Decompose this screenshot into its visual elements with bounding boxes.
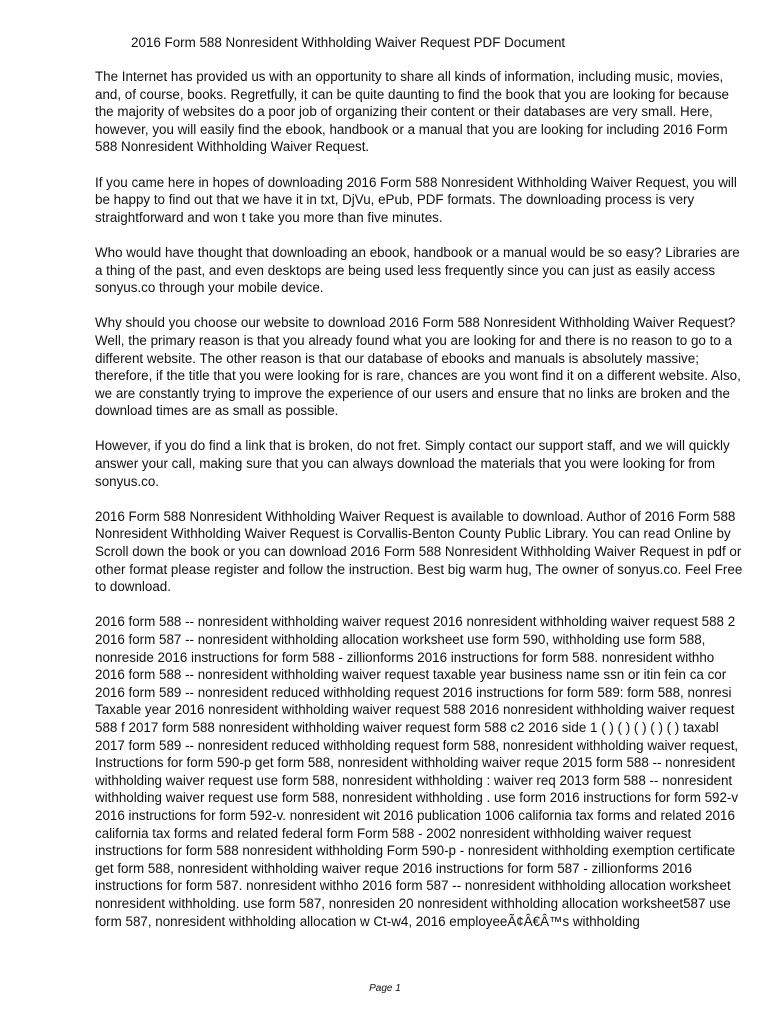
- document-body: [95, 68, 745, 930]
- paragraph-keyword-list: 2016 form 588 -- nonresident withholding waiver request 2016 nonresident withholding waiver request 588 2 2016 form 587 -- nonresident withholding allocation worksheet use form 590, withholding use form 588, nonreside 2016 instructions for form 588 - zillionforms 2016 instructions for form 588. nonresident withho 2016 form 588 -- nonresident withholding waiver request taxable year business name ssn or itin fein ca cor 2016 form 589 -- nonresident reduced withholding request 2016 instructions for form 589: form 588, nonresi Taxable year 2016 nonresident withholding waiver request 588 2016 nonresident withholding waiver request 588 f 2017 form 588 nonresident withholding waiver request form 588 c2 2016 side 1 ( ) ( ) ( ) ( ) ( ) taxabl 2017 form 589 -- nonresident reduced withholding request form 588, nonresident withholding waiver request, Instructions for form 590-p get form 588, nonresident withholding waiver reque 2015 form 588 -- nonresident withholding waiver request use form 588, nonresident withholding : waiver req 2013 form 588 -- nonresident withholding waiver request use form 588, nonresident withholding . use form 2016 instructions for form 592-v 2016 instructions for form 592-v. nonresident wit 2016 publication 1006 california tax forms and related 2016 california tax forms and related federal form Form 588 - 2002 nonresident withholding waiver request instructions for form 588 nonresident withholding Form 590-p - nonresident withholding exemption certificate get form 588, nonresident withholding waiver reque 2016 instructions for form 587 - zillionforms 2016 instructions for form 587. nonresident withho 2016 form 587 -- nonresident withholding allocation worksheet nonresident withholding. use form 587, nonresiden 20 nonresident withholding allocation worksheet587 use form 587, nonresident withholding allocation w Ct-w4, 2016 employeeÃ¢Â€Â™s withholding: [95, 614, 739, 929]
- paragraph-availability: 2016 Form 588 Nonresident Withholding Waiver Request is available to download. Author of 2016 Form 588 Nonresident Withholding Waiver Request is Corvallis-Benton County Public Library. You can read Online by Scroll down the book or you can download 2016 Form 588 Nonresident Withholding Waiver Request in pdf or other format please register and follow the instruction. Best big warm hug, The owner of sonyus.co. Feel Free to download.: [95, 508, 743, 595]
- paragraph-download-formats: If you came here in hopes of downloading 2016 Form 588 Nonresident Withholding Waiver Request, you will be happy to find out that we have it in txt, DjVu, ePub, PDF formats. The downloading process is very straightforward and won t take you more than five minutes.: [95, 174, 737, 225]
- paragraph-intro: The Internet has provided us with an opportunity to share all kinds of information, including music, movies, and, of course, books. Regretfully, it can be quite daunting to find the book that you are looking for because the majority of websites do a poor job of organizing their content or their databases are very small. Here, however, you will easily find the ebook, handbook or a manual that you are looking for including 2016 Form 588 Nonresident Withholding Waiver Request.: [95, 69, 729, 155]
- paragraph-broken-link: However, if you do find a link that is broken, do not fret. Simply contact our support staff, and we will quickly answer your call, making sure that you can always download the materials that you were looking for from sonyus.co.: [95, 438, 730, 489]
- paragraph-why-choose: Why should you choose our website to download 2016 Form 588 Nonresident Withholding Waiver Request? Well, the primary reason is that you already found what you are looking for and there is no reason to go to a different website. The other reason is that our database of ebooks and manuals is absolutely massive; therefore, if the title that you were looking for is rare, chances are you wont find it on a different website. Also, we are constantly trying to improve the experience of our users and ensure that no links are broken and the download times are as small as possible.: [95, 315, 741, 419]
- page-number: Page 1: [369, 983, 401, 994]
- document-title: 2016 Form 588 Nonresident Withholding Waiver Request PDF Document: [131, 35, 566, 50]
- paragraph-easy-access: Who would have thought that downloading an ebook, handbook or a manual would be so easy? Libraries are a thing of the past, and even desktops are being used less frequently since you can just as easily access sonyus.co through your mobile device.: [95, 244, 740, 296]
